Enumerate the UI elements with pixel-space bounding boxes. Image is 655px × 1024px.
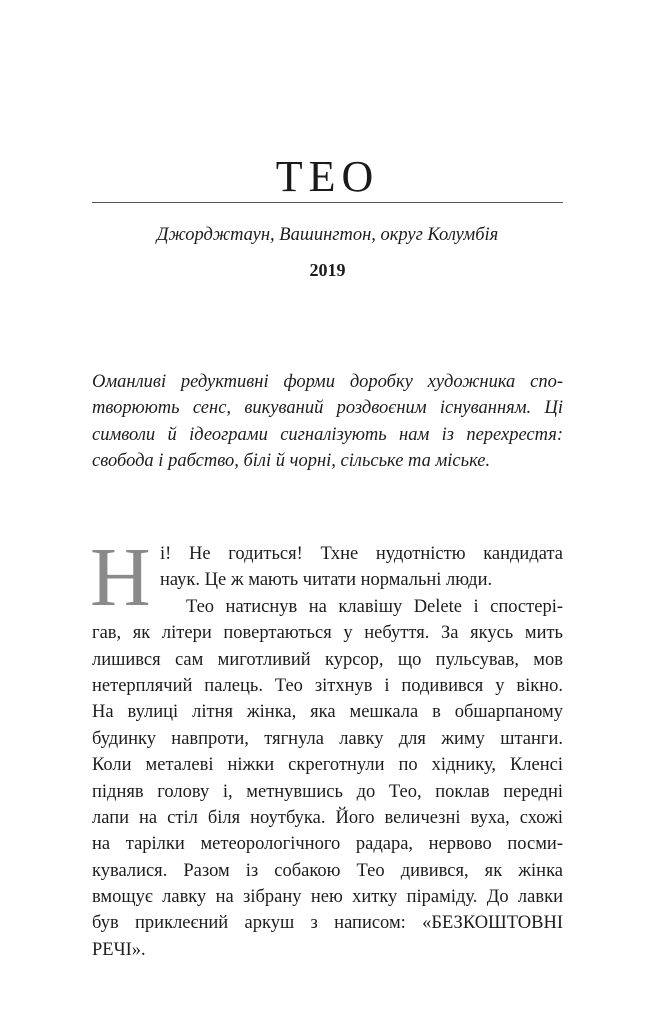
body-line: і! Не годиться! Тхне нудотністю кандидата — [160, 544, 563, 564]
body-line: гав, як літери повертаються у небуття. За якусь мить — [92, 623, 563, 644]
body-line: Коли металеві ніжки скреготнули по хіднику, Кленсі — [92, 755, 563, 776]
body-line: нетерплячий палець. Тео зітхнув і подивився у вікно. — [92, 675, 563, 696]
epigraph — [92, 369, 563, 475]
chapter-place: Джорджтаун, Вашингтон, округ Колумбія — [156, 225, 499, 245]
body-line: наук. Це ж мають читати нормальні люди. — [160, 570, 493, 591]
body-line: будинку навпроти, тягнула лавку для жиму штанги. — [92, 728, 563, 749]
epigraph-line: символи й ідеограми сигналізують нам із перехрестя: — [92, 424, 563, 445]
title-divider — [92, 202, 563, 203]
body-line: на тарілки метеорологічного радара, нервово посми- — [92, 834, 563, 855]
epigraph-line: Оманливі редуктивні форми доробку художника спо- — [92, 372, 563, 392]
body-line: лапи на стіл біля ноутбука. Його величезні вуха, схожі — [92, 807, 563, 828]
body-line: На вулиці літня жінка, яка мешкала в обшарпаному — [92, 702, 563, 723]
chapter-year: 2019 — [309, 260, 346, 280]
body-line: лишився сам миготливий курсор, що пульсував, мов — [92, 649, 563, 670]
epigraph-line: творюють сенс, викуваний роздвоєним існуванням. Ці — [92, 398, 563, 419]
body-line: кувалися. Разом із собакою Тео дивився, як жінка — [92, 860, 563, 881]
body-line: Тео натиснув на клавішу Delete і спостері- — [186, 596, 563, 617]
epigraph-line: свобода і рабство, білі й чорні, сільське та міське. — [92, 451, 491, 472]
body-line: РЕЧІ». — [92, 939, 146, 960]
chapter-title: ТЕО — [275, 152, 380, 201]
body-text — [90, 531, 563, 963]
body-line: вмощує лавку на зібрану нею хитку піраміду. До лавки — [92, 887, 563, 908]
drop-cap: Н — [90, 531, 151, 624]
body-line: був приклеєний аркуш з написом: «БЕЗКОШТОВНІ — [92, 913, 563, 934]
body-line: підняв голову і, метнувшись до Тео, поклав передні — [92, 781, 563, 802]
